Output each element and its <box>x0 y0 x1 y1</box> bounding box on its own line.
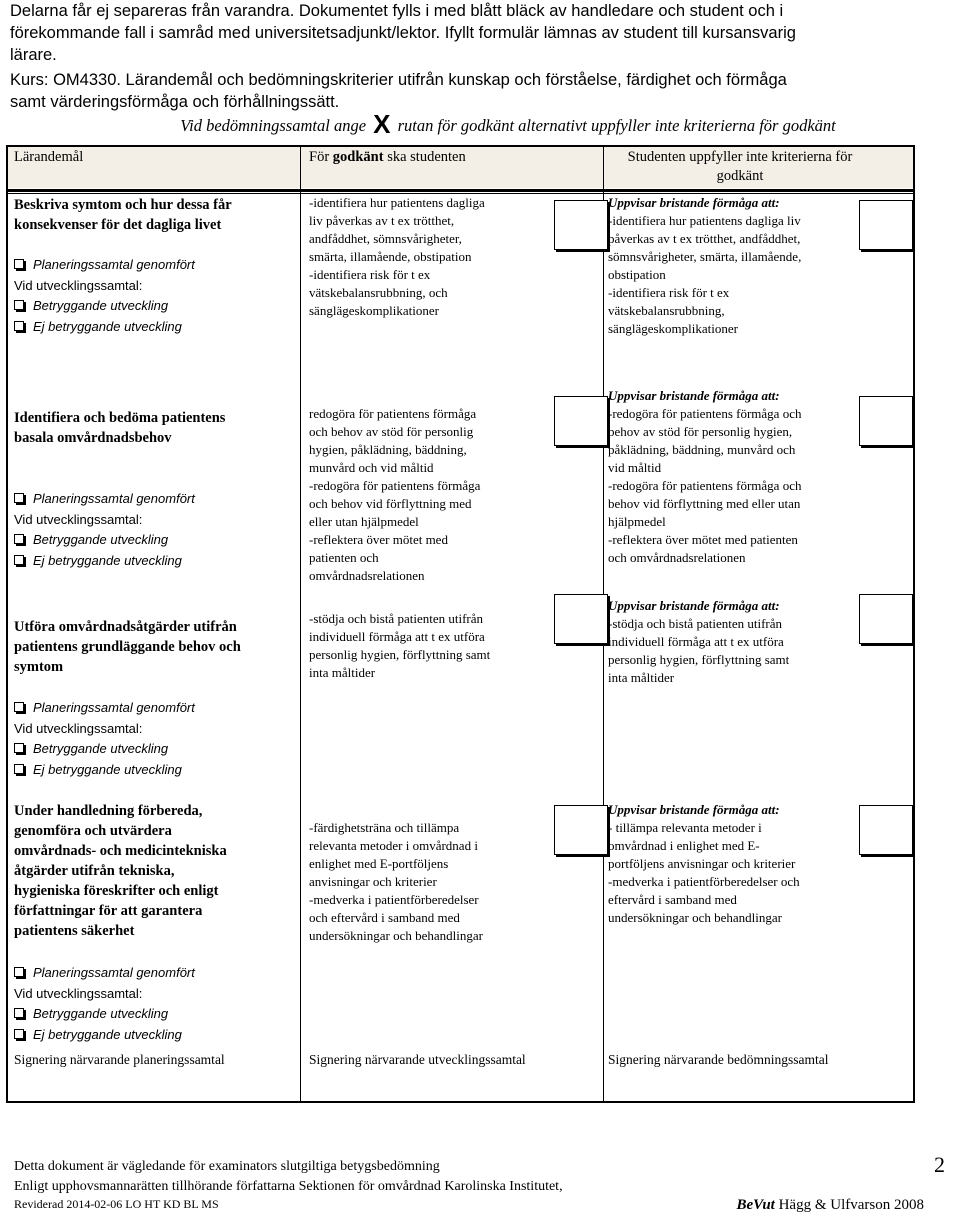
goal-text: hygieniska föreskrifter och enligt <box>14 883 219 899</box>
goal-text: patientens säkerhet <box>14 923 135 939</box>
footer-copyright: Enligt upphovsmannarätten tillhörande författarna Sektionen för omvårdnad Karolinska Institutet, <box>14 1179 563 1194</box>
criteria-line: -redogöra för patientens förmåga och <box>608 478 802 493</box>
page-number: 2 <box>934 1152 945 1177</box>
footer-disclaimer: Detta dokument är vägledande för examinators slutgiltiga betygsbedömning <box>14 1159 440 1174</box>
instruction-text: Vid bedömningssamtal ange <box>180 116 367 135</box>
fail-mark-box[interactable] <box>859 396 913 446</box>
criteria-line: -reflektera över mötet med <box>309 532 448 547</box>
goal-text: Beskriva symtom och hur dessa får <box>14 197 232 213</box>
criteria-line: -identifiera hur patientens dagliga liv <box>608 213 801 228</box>
dev-heading: Vid utvecklingssamtal: <box>14 985 143 1001</box>
table-border <box>6 145 8 1103</box>
checkbox-icon[interactable] <box>14 555 24 565</box>
goal-text: genomföra och utvärdera <box>14 823 172 839</box>
criteria-line: individuell förmåga att t ex utföra <box>608 634 784 649</box>
header-learning-goal: Lärandemål <box>14 149 84 165</box>
checkbox-icon[interactable] <box>14 764 24 774</box>
intro-line: Delarna får ej separeras från varandra. Dokumentet fylls i med blått bläck av handledare och student och i <box>10 2 784 20</box>
signature-development[interactable]: Signering närvarande utvecklingssamtal <box>309 1052 526 1067</box>
goal-text: författningar för att garantera <box>14 903 203 919</box>
checkbox-label: Ej betryggande utveckling <box>33 552 182 568</box>
dev-heading: Vid utvecklingssamtal: <box>14 511 143 527</box>
criteria-line: omvårdnadsrelationen <box>309 568 425 583</box>
pass-mark-box[interactable] <box>554 805 608 855</box>
header-text: ska studenten <box>387 149 466 165</box>
checkbox-icon[interactable] <box>14 300 24 310</box>
criteria-line: inta måltider <box>309 665 376 680</box>
criteria-line: sänglägeskomplikationer <box>309 303 439 318</box>
criteria-line: -färdighetsträna och tillämpa <box>309 820 460 835</box>
checkbox-label: Planeringssamtal genomfört <box>33 491 195 506</box>
criteria-line: sänglägeskomplikationer <box>608 321 738 336</box>
checklist-item-secure[interactable] <box>14 530 195 551</box>
goal-text: Identifiera och bedöma patientens <box>14 410 226 426</box>
signature-planning[interactable]: Signering närvarande planeringssamtal <box>14 1052 225 1067</box>
criteria-line: vätskebalansrubbning, <box>608 303 725 318</box>
criteria-line: -stödja och bistå patienten utifrån <box>309 611 484 626</box>
goal-text: konsekvenser för det dagliga livet <box>14 217 222 233</box>
warning-label: Uppvisar bristande förmåga att: <box>608 598 780 613</box>
criteria-line: munvård och vid måltid <box>309 460 434 475</box>
criteria-line: -redogöra för patientens förmåga <box>309 478 481 493</box>
learning-goal <box>14 617 296 677</box>
brand-name: BeVut <box>736 1197 775 1213</box>
criteria-line: -redogöra för patientens förmåga och <box>608 406 802 421</box>
criteria-line: obstipation <box>608 267 666 282</box>
criteria-line: patienten och <box>309 550 379 565</box>
fail-criteria <box>608 387 868 567</box>
checkbox-label: Betryggande utveckling <box>33 1006 169 1021</box>
checkbox-icon[interactable] <box>14 743 24 753</box>
instruction-line <box>0 109 960 139</box>
pass-mark-box[interactable] <box>554 396 608 446</box>
checkbox-icon[interactable] <box>14 259 24 269</box>
pass-criteria <box>309 194 549 320</box>
checkbox-label: Betryggande utveckling <box>33 532 169 547</box>
criteria-line: andfåddhet, sömnsvårigheter, <box>309 231 462 246</box>
fail-criteria <box>608 801 863 927</box>
criteria-line: vid måltid <box>608 460 662 475</box>
learning-goal <box>14 195 296 235</box>
learning-goal <box>14 801 296 941</box>
checkbox-label: Planeringssamtal genomfört <box>33 257 195 272</box>
pass-criteria <box>309 819 549 945</box>
checklist-item-insecure[interactable] <box>14 1025 195 1046</box>
criteria-line: -medverka i patientförberedelser <box>309 892 479 907</box>
checklist-item-insecure[interactable] <box>14 551 195 572</box>
goal-text: omvårdnads- och medicintekniska <box>14 843 227 859</box>
criteria-line: undersökningar och behandlingar <box>309 928 484 943</box>
signature-assessment[interactable]: Signering närvarande bedömningssamtal <box>608 1052 829 1067</box>
dev-heading: Vid utvecklingssamtal: <box>14 277 143 293</box>
header-text: Studenten uppfyller inte kriterierna för <box>627 149 853 165</box>
conversation-checklist <box>14 255 195 337</box>
intro-text <box>10 0 950 113</box>
checkbox-label: Betryggande utveckling <box>33 741 169 756</box>
criteria-line: individuell förmåga att t ex utföra <box>309 629 485 644</box>
criteria-line: behov vid förflyttning med eller utan <box>608 496 801 511</box>
footer-brand <box>736 1197 924 1214</box>
criteria-line: -medverka i patientförberedelser och <box>608 874 800 889</box>
intro-line: lärare. <box>10 46 57 64</box>
fail-mark-box[interactable] <box>859 594 913 644</box>
criteria-line: eftervård i samband med <box>608 892 737 907</box>
warning-label: Uppvisar bristande förmåga att: <box>608 195 780 210</box>
criteria-line: sömnsvårigheter, smärta, illamående, <box>608 249 802 264</box>
learning-goal <box>14 408 296 448</box>
brand-authors: Hägg & Ulfvarson 2008 <box>778 1197 924 1213</box>
checklist-item-planning[interactable] <box>14 255 195 276</box>
footer-revision: Reviderad 2014-02-06 LO HT KD BL MS <box>14 1197 219 1211</box>
criteria-line: vätskebalansrubbning, och <box>309 285 448 300</box>
criteria-line: påverkas av t ex trötthet, andfåddhet, <box>608 231 801 246</box>
fail-criteria <box>608 597 863 687</box>
criteria-line: och omvårdnadsrelationen <box>608 550 746 565</box>
fail-criteria <box>608 194 863 338</box>
goal-text: Under handledning förbereda, <box>14 803 203 819</box>
goal-text: åtgärder utifrån tekniska, <box>14 863 175 879</box>
header-text: godkänt <box>716 168 764 184</box>
conversation-checklist <box>14 698 195 780</box>
checkbox-label: Betryggande utveckling <box>33 298 169 313</box>
header-rule <box>6 189 915 192</box>
checklist-item-secure[interactable] <box>14 296 195 317</box>
criteria-line: enlighet med E-portföljens <box>309 856 449 871</box>
goal-text: symtom <box>14 659 64 675</box>
criteria-line: personlig hygien, förflyttning samt <box>608 652 790 667</box>
criteria-line: hygien, påklädning, bäddning, <box>309 442 467 457</box>
checklist-item-planning[interactable] <box>14 489 195 510</box>
goal-text: patientens grundläggande behov och <box>14 639 241 655</box>
dev-heading: Vid utvecklingssamtal: <box>14 720 143 736</box>
instruction-text: rutan för godkänt alternativt uppfyller inte kriterierna för godkänt <box>397 116 836 135</box>
checkbox-icon[interactable] <box>14 321 24 331</box>
pass-criteria <box>309 405 549 585</box>
criteria-line: relevanta metoder i omvårdnad i <box>309 838 478 853</box>
checklist-item-insecure[interactable] <box>14 317 195 338</box>
criteria-line: anvisningar och kriterier <box>309 874 437 889</box>
checkbox-icon[interactable] <box>14 1008 24 1018</box>
goal-text: basala omvårdnadsbehov <box>14 430 172 446</box>
criteria-line: liv påverkas av t ex trötthet, <box>309 213 455 228</box>
criteria-line: smärta, illamående, obstipation <box>309 249 472 264</box>
pass-mark-box[interactable] <box>554 594 608 644</box>
criteria-line: omvårdnad i enlighet med E- <box>608 838 760 853</box>
criteria-line: -reflektera över mötet med patienten <box>608 532 798 547</box>
pass-criteria <box>309 610 549 682</box>
course-line: Kurs: OM4330. Lärandemål och bedömningskriterier utifrån kunskap och förståelse, färdighet och förmåga <box>10 71 787 89</box>
fail-mark-box[interactable] <box>859 805 913 855</box>
criteria-line: och behov av stöd för personlig <box>309 424 474 439</box>
criteria-line: hjälpmedel <box>608 514 666 529</box>
checkbox-icon[interactable] <box>14 967 24 977</box>
criteria-line: och behov vid förflyttning med <box>309 496 472 511</box>
checklist-item-planning[interactable] <box>14 963 195 984</box>
column-divider <box>300 145 301 1103</box>
header-pass-criteria <box>309 148 466 167</box>
assessment-table <box>6 145 915 1103</box>
criteria-line: redogöra för patientens förmåga <box>309 406 477 421</box>
conversation-checklist <box>14 963 195 1045</box>
criteria-line: behov av stöd för personlig hygien, <box>608 424 793 439</box>
course-line: samt värderingsförmåga och förhållningssätt. <box>10 93 340 111</box>
checklist-item-secure[interactable] <box>14 739 195 760</box>
checkbox-label: Ej betryggande utveckling <box>33 761 182 777</box>
table-border <box>6 145 915 147</box>
header-text: För <box>309 149 330 165</box>
checkbox-label: Planeringssamtal genomfört <box>33 965 195 980</box>
intro-line: förekommande fall i samråd med universitetsadjunkt/lektor. Ifyllt formulär lämnas av student till kursansvarig <box>10 24 796 42</box>
checkbox-label: Planeringssamtal genomfört <box>33 700 195 715</box>
conversation-checklist <box>14 489 195 571</box>
checklist-item-secure[interactable] <box>14 1004 195 1025</box>
criteria-line: personlig hygien, förflyttning samt <box>309 647 491 662</box>
table-border <box>913 145 915 1103</box>
pass-mark-box[interactable] <box>554 200 608 250</box>
criteria-line: -identifiera risk för t ex <box>309 267 431 282</box>
criteria-line: - tillämpa relevanta metoder i <box>608 820 762 835</box>
fail-mark-box[interactable] <box>859 200 913 250</box>
warning-label: Uppvisar bristande förmåga att: <box>608 802 780 817</box>
checkbox-label: Ej betryggande utveckling <box>33 1026 182 1042</box>
criteria-line: och eftervård i samband med <box>309 910 460 925</box>
criteria-line: eller utan hjälpmedel <box>309 514 419 529</box>
criteria-line: -stödja och bistå patienten utifrån <box>608 616 783 631</box>
criteria-line: påklädning, bäddning, munvård och <box>608 442 796 457</box>
warning-label: Uppvisar bristande förmåga att: <box>608 388 780 403</box>
header-text: godkänt <box>332 149 384 165</box>
checkbox-icon[interactable] <box>14 1029 24 1039</box>
criteria-line: portföljens anvisningar och kriterier <box>608 856 796 871</box>
criteria-line: -identifiera hur patientens dagliga <box>309 195 485 210</box>
header-fail-criteria <box>610 148 870 186</box>
checklist-item-planning[interactable] <box>14 698 195 719</box>
goal-text: Utföra omvårdnadsåtgärder utifrån <box>14 619 237 635</box>
checkbox-label: Ej betryggande utveckling <box>33 318 182 334</box>
criteria-line: -identifiera risk för t ex <box>608 285 730 300</box>
checkbox-icon[interactable] <box>14 534 24 544</box>
table-border <box>6 1101 915 1103</box>
checklist-item-insecure[interactable] <box>14 760 195 781</box>
criteria-line: undersökningar och behandlingar <box>608 910 783 925</box>
checkbox-icon[interactable] <box>14 702 24 712</box>
x-mark: X <box>373 109 391 139</box>
checkbox-icon[interactable] <box>14 493 24 503</box>
criteria-line: inta måltider <box>608 670 675 685</box>
